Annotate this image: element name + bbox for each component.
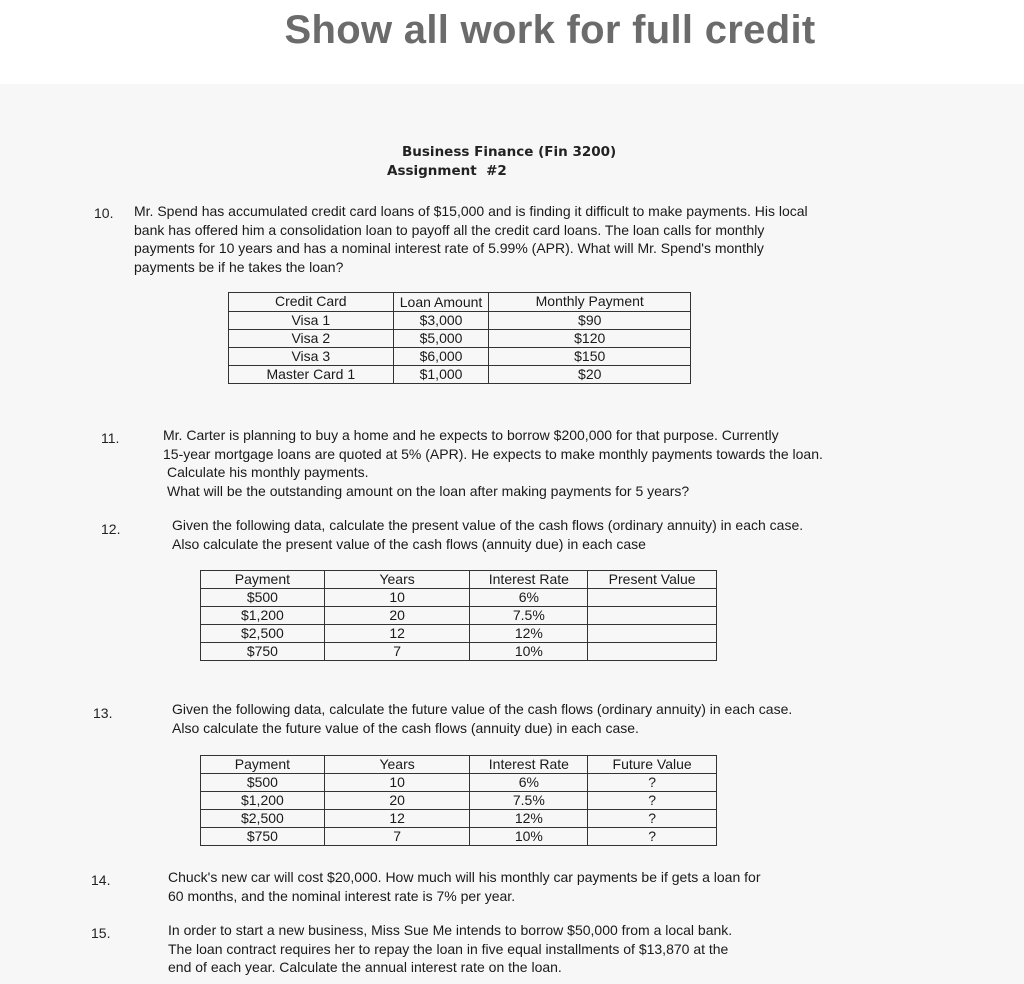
table-row	[229, 312, 691, 330]
table-header-row	[201, 756, 717, 774]
table-cell: 12%	[470, 810, 588, 828]
q11-line: 15-year mortgage loans are quoted at 5% (APR). He expects to make monthly payments towards the loan.	[163, 445, 823, 462]
col-header: Loan Amount	[393, 293, 489, 312]
table-cell: Visa 1	[229, 312, 394, 330]
col-header: Years	[324, 571, 470, 589]
table-cell: $5,000	[393, 330, 489, 348]
table-header-row	[201, 571, 717, 589]
table-cell	[588, 607, 717, 625]
col-header: Present Value	[588, 571, 717, 589]
q15-line: The loan contract requires her to repay the loan in five equal installments of $13,870 at the	[168, 940, 729, 957]
table-cell: 12	[324, 625, 470, 643]
table-cell: 10	[324, 589, 470, 607]
table-row	[201, 607, 717, 625]
table-cell: 20	[324, 607, 470, 625]
q10-text	[134, 202, 964, 276]
table-cell: 10%	[470, 828, 588, 846]
q12-number: 12.	[101, 521, 121, 537]
table-cell: 10%	[470, 643, 588, 661]
q10-table	[228, 292, 691, 384]
q15-text	[168, 921, 968, 977]
q10-line: Mr. Spend has accumulated credit card loans of $15,000 and is finding it difficult to make payments. His local	[134, 203, 808, 219]
course-title: Business Finance (Fin 3200)	[402, 144, 617, 160]
q12-text	[172, 516, 972, 553]
table-row	[201, 792, 717, 810]
table-cell: 6%	[470, 774, 588, 792]
table-cell	[588, 589, 717, 607]
q15-line: In order to start a new business, Miss Sue Me intends to borrow $50,000 from a local bank.	[168, 922, 733, 938]
table-cell: ?	[588, 810, 717, 828]
q14-number: 14.	[91, 872, 111, 888]
q13-line: Given the following data, calculate the future value of the cash flows (ordinary annuity) in each case.	[172, 701, 793, 717]
table-cell: Master Card 1	[229, 366, 394, 384]
table-cell: $20	[489, 366, 691, 384]
table-cell: $500	[201, 589, 325, 607]
q14-line: Chuck's new car will cost $20,000. How much will his monthly car payments be if gets a loan for	[168, 869, 761, 885]
table-row	[201, 589, 717, 607]
table-cell: Visa 3	[229, 348, 394, 366]
q10-line: payments for 10 years and has a nominal interest rate of 5.99% (APR). What will Mr. Spend's monthly	[134, 240, 764, 256]
q15-line: end of each year. Calculate the annual interest rate on the loan.	[168, 959, 562, 975]
col-header: Payment	[201, 756, 325, 774]
q13-table	[200, 755, 717, 846]
col-header: Monthly Payment	[489, 293, 691, 312]
table-cell: $90	[489, 312, 691, 330]
table-row	[229, 348, 691, 366]
q11-line: What will be the outstanding amount on the loan after making payments for 5 years?	[167, 482, 690, 499]
table-cell: $3,000	[393, 312, 489, 330]
table-cell: $2,500	[201, 810, 325, 828]
table-cell: $120	[489, 330, 691, 348]
col-header: Future Value	[588, 756, 717, 774]
table-row	[229, 330, 691, 348]
table-row	[229, 366, 691, 384]
table-cell: $150	[489, 348, 691, 366]
col-header: Credit Card	[229, 293, 394, 312]
table-cell: 12%	[470, 625, 588, 643]
table-cell: $2,500	[201, 625, 325, 643]
table-cell: 12	[324, 810, 470, 828]
table-cell: 7	[324, 828, 470, 846]
table-cell: ?	[588, 828, 717, 846]
col-header: Interest Rate	[470, 756, 588, 774]
table-cell: $750	[201, 828, 325, 846]
q13-number: 13.	[93, 705, 113, 721]
q12-table	[200, 570, 717, 661]
table-cell	[588, 625, 717, 643]
q11-line: Calculate his monthly payments.	[167, 464, 369, 480]
table-row	[201, 774, 717, 792]
assignment-title: Assignment #2	[387, 163, 507, 179]
q10-line: bank has offered him a consolidation loan to payoff all the credit card loans. The loan calls for monthly	[134, 221, 765, 238]
table-cell: $1,200	[201, 607, 325, 625]
col-header: Years	[324, 756, 470, 774]
col-header: Payment	[201, 571, 325, 589]
table-cell: 6%	[470, 589, 588, 607]
table-row	[201, 828, 717, 846]
table-cell: 7	[324, 643, 470, 661]
table-cell: $750	[201, 643, 325, 661]
table-cell: 7.5%	[470, 792, 588, 810]
table-cell: Visa 2	[229, 330, 394, 348]
table-cell: 10	[324, 774, 470, 792]
table-cell: 20	[324, 792, 470, 810]
banner	[0, 0, 1024, 84]
table-cell: $500	[201, 774, 325, 792]
table-header-row	[229, 293, 691, 312]
q11-line: Mr. Carter is planning to buy a home and he expects to borrow $200,000 for that purpose. Currently	[163, 427, 779, 443]
table-cell: 7.5%	[470, 607, 588, 625]
table-row	[201, 625, 717, 643]
table-cell: ?	[588, 792, 717, 810]
table-cell: $6,000	[393, 348, 489, 366]
q13-line: Also calculate the future value of the cash flows (annuity due) in each case.	[172, 719, 639, 736]
q13-text	[172, 700, 972, 737]
table-row	[201, 810, 717, 828]
q12-line: Also calculate the present value of the cash flows (annuity due) in each case	[172, 535, 646, 552]
q14-line: 60 months, and the nominal interest rate is 7% per year.	[168, 887, 516, 904]
banner-title: Show all work for full credit	[284, 8, 816, 52]
table-cell	[588, 643, 717, 661]
q12-line: Given the following data, calculate the present value of the cash flows (ordinary annuity) in each case.	[172, 517, 804, 533]
table-cell: $1,000	[393, 366, 489, 384]
table-cell: ?	[588, 774, 717, 792]
q14-text	[168, 868, 968, 905]
table-row	[201, 643, 717, 661]
col-header: Interest Rate	[470, 571, 588, 589]
q10-line: payments be if he takes the loan?	[134, 258, 344, 275]
table-cell: $1,200	[201, 792, 325, 810]
q10-number: 10.	[94, 205, 114, 221]
q15-number: 15.	[91, 925, 111, 941]
q11-text	[163, 426, 963, 500]
q11-number: 11.	[101, 430, 120, 446]
